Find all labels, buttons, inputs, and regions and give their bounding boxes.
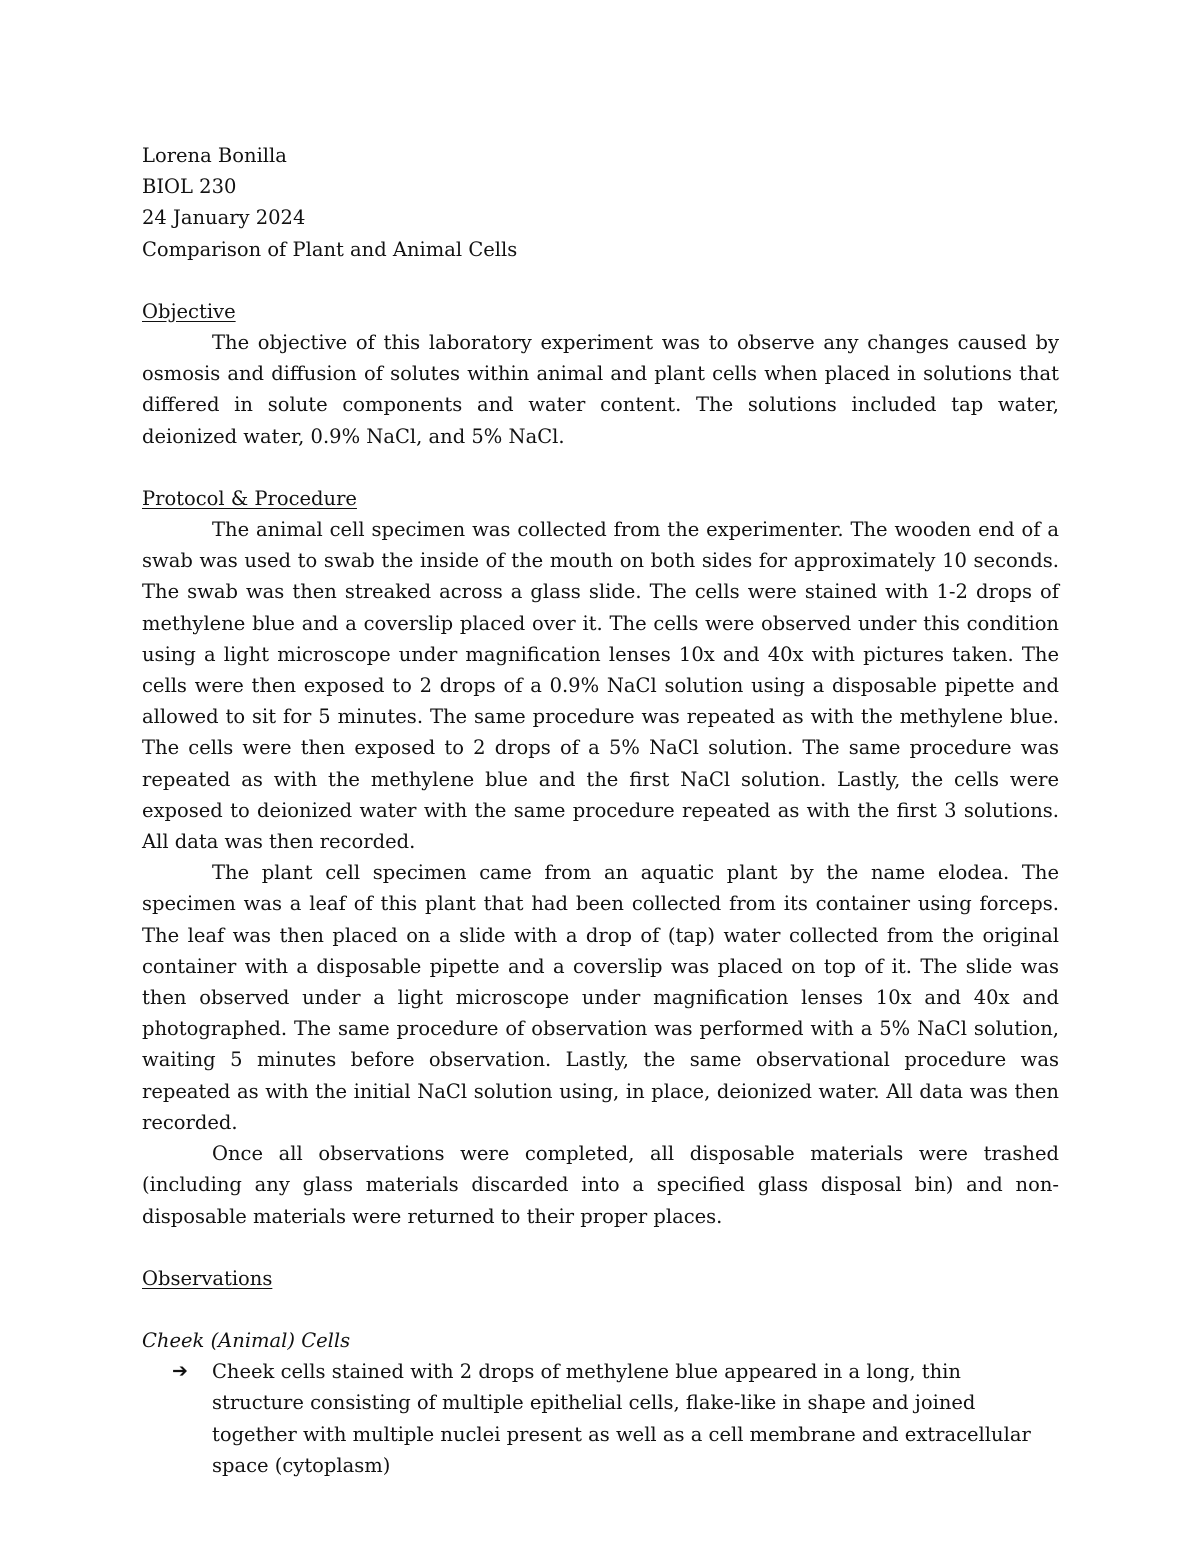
protocol-paragraph-cleanup: Once all observations were completed, all disposable materials were trashed (including any glass materials discarded into a specified glass disposal bin) and non-disposable materials were returned to their proper places. [142,1142,1059,1228]
objective-heading: Objective [142,299,236,323]
protocol-paragraph-animal: The animal cell specimen was collected from the experimenter. The wooden end of a swab was used to swab the inside of the mouth on both sides for approximately 10 seconds. The swab was then streaked across a glass slide. The cells were stained with 1-2 drops of methylene blue and a coverslip placed over it. The cells were observed under this condition using a light microscope under magnification lenses 10x and 40x with pictures taken. The cells were then exposed to 2 drops of a 0.9% NaCl solution using a disposable pipette and allowed to sit for 5 minutes. The same procedure was repeated as with the methylene blue. The cells were then exposed to 2 drops of a 5% NaCl solution. The same procedure was repeated as with the methylene blue and the first NaCl solution. Lastly, the cells were exposed to deionized water with the same procedure repeated as with the first 3 solutions. All data was then recorded. [142,518,1059,854]
course-code: BIOL 230 [142,175,237,199]
objective-paragraph: The objective of this laboratory experiment was to observe any changes caused by osmosis and diffusion of solutes within animal and plant cells when placed in solutions that differed in solute components and water content. The solutions included tap water, deionized water, 0.9% NaCl, and 5% NaCl. [142,331,1059,448]
spacer [142,452,1059,483]
protocol-heading: Protocol & Procedure [142,486,357,510]
spacer [142,1294,1059,1325]
observation-text: Cheek cells stained with 2 drops of methylene blue appeared in a long, thin structure consisting of multiple epithelial cells, flake-like in shape and joined together with multiple nuclei present as well as a cell membrane and extracellular space (cytoplasm) [212,1360,1031,1477]
cheek-cells-subheading: Cheek (Animal) Cells [142,1328,351,1352]
observation-list [142,1356,1059,1481]
protocol-paragraph-plant: The plant cell specimen came from an aquatic plant by the name elodea. The specimen was a leaf of this plant that had been collected from its container using forceps. The leaf was then placed on a slide with a drop of (tap) water collected from the original container with a disposable pipette and a coverslip was placed on top of it. The slide was then observed under a light microscope under magnification lenses 10x and 40x and photographed. The same procedure of observation was performed with a 5% NaCl solution, waiting 5 minutes before observation. Lastly, the same observational procedure was repeated as with the initial NaCl solution using, in place, deionized water. All data was then recorded. [142,861,1059,1134]
document-date: 24 January 2024 [142,206,306,230]
spacer [142,1232,1059,1263]
author-name: Lorena Bonilla [142,144,287,167]
document-page [142,140,1059,1481]
spacer [142,265,1059,296]
list-item [172,1356,1059,1481]
document-title: Comparison of Plant and Animal Cells [142,237,518,261]
right-arrow-icon: ➔ [172,1360,188,1383]
observations-heading: Observations [142,1266,273,1290]
